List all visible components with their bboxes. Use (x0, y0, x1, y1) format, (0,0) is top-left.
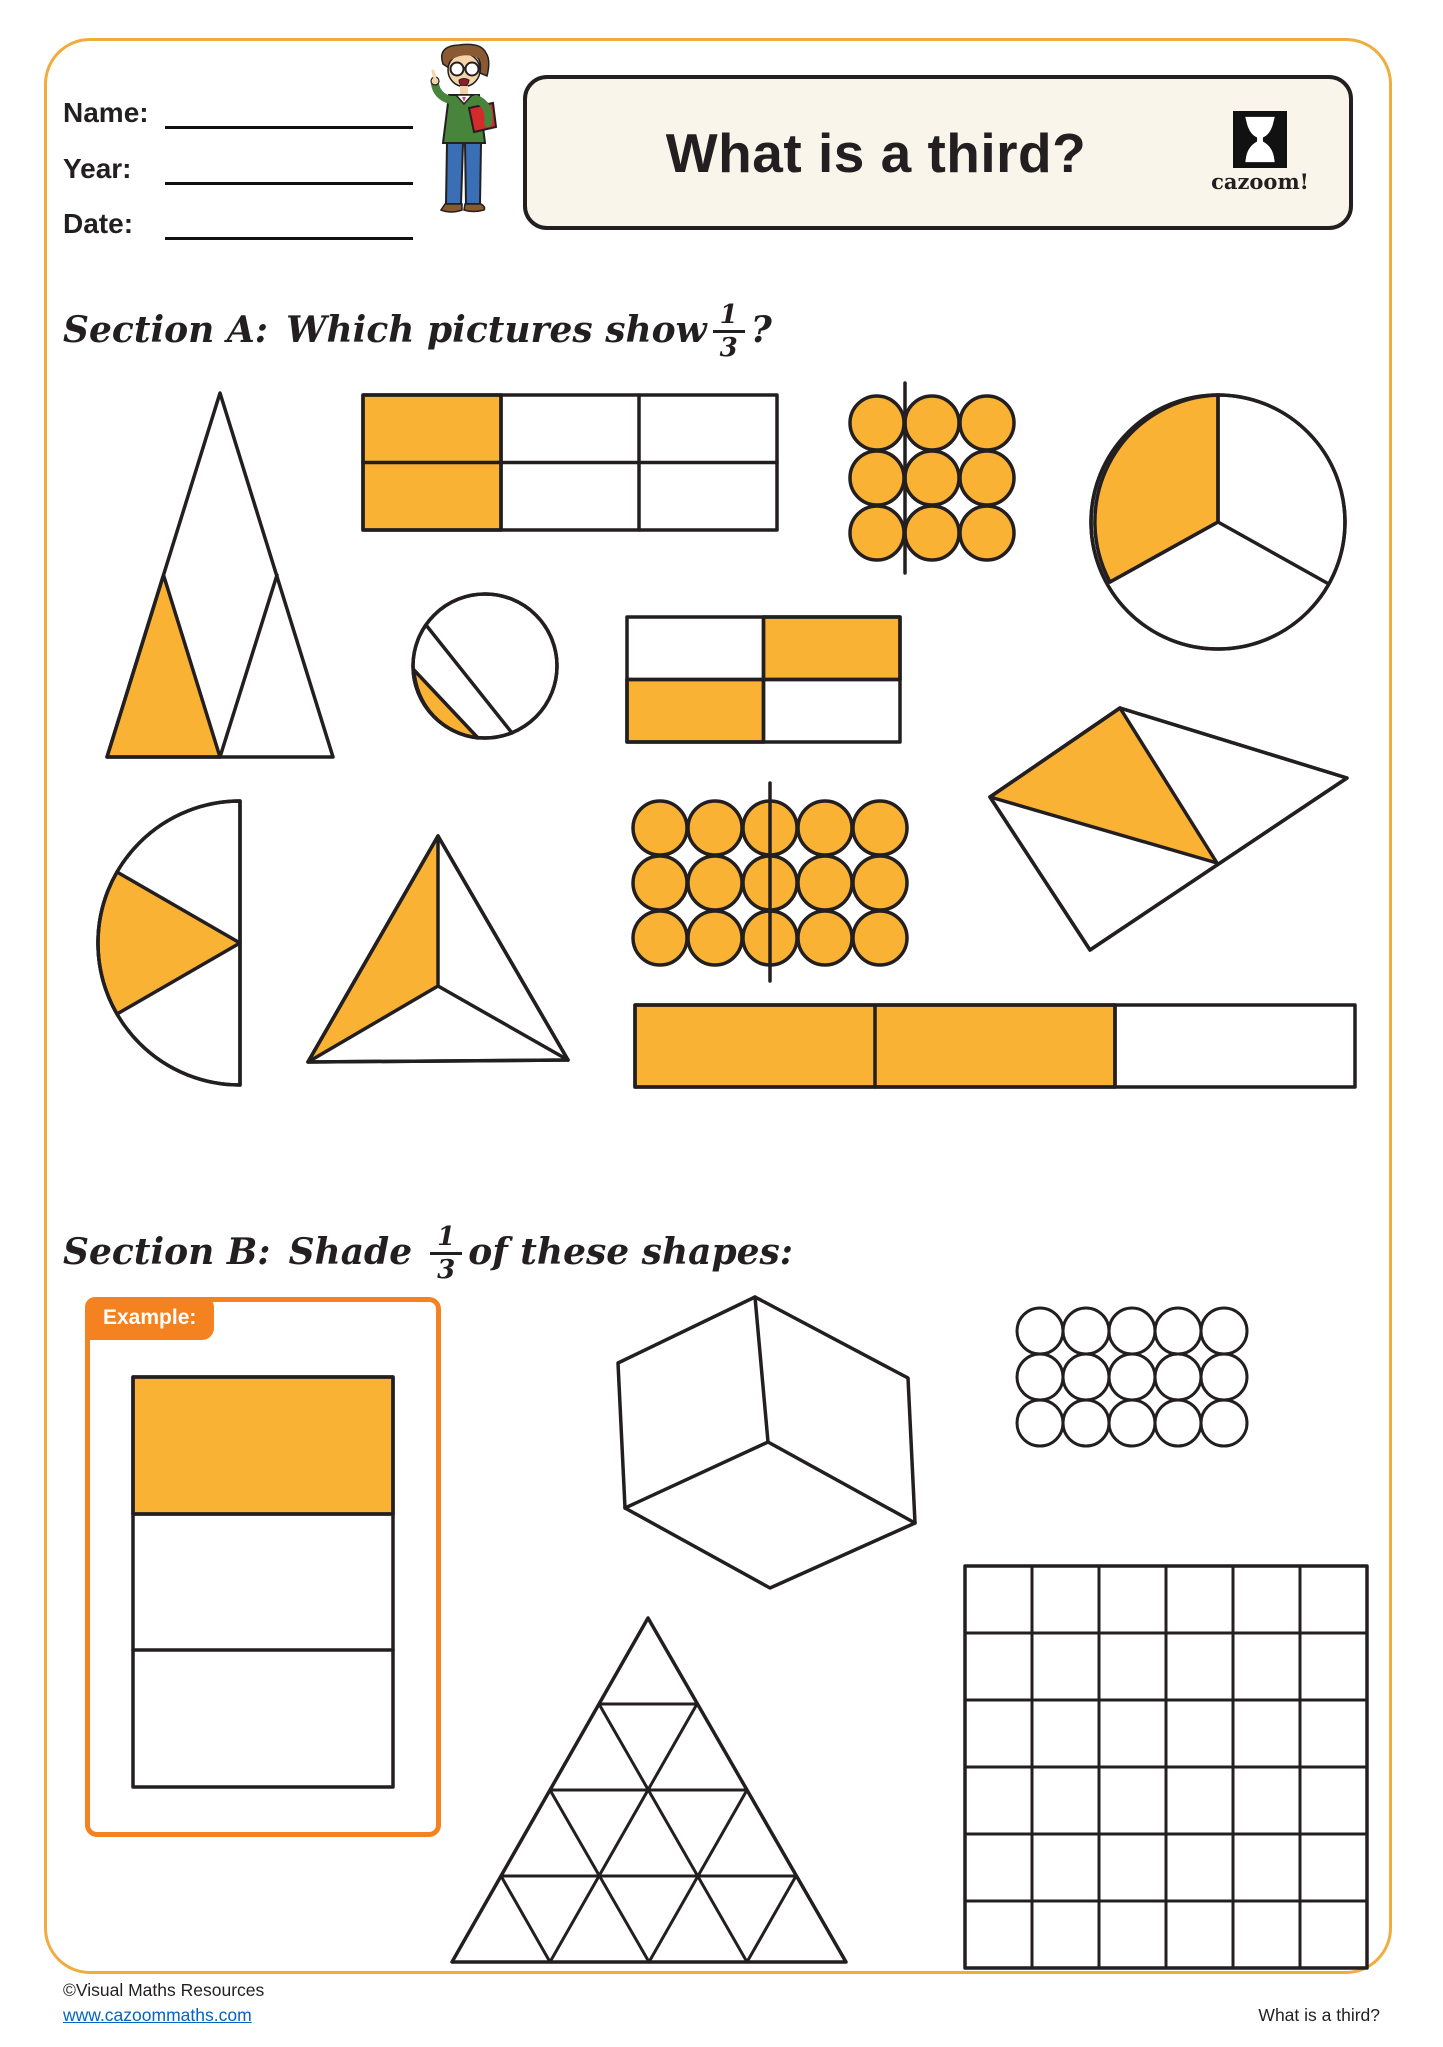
name-field-row (63, 96, 413, 129)
worksheet-title: What is a third? (665, 121, 1087, 184)
footer-website-link[interactable]: www.cazoommaths.com (63, 2005, 252, 2025)
glasses-left-lens (451, 63, 464, 76)
teacher-right-shoe (464, 204, 485, 212)
section-a-heading (63, 300, 772, 363)
cazoom-logo-text: cazoom! (1211, 169, 1309, 194)
example-box (85, 1297, 441, 1837)
example-tab: Example: (85, 1297, 214, 1340)
section-b-prefix: Section B: (63, 1230, 271, 1273)
teacher-neck (460, 86, 468, 95)
cazoom-vase-icon (1233, 111, 1287, 168)
date-input-line[interactable] (165, 207, 413, 240)
section-b-heading (63, 1222, 794, 1285)
section-a-question-mark: ? (750, 308, 772, 351)
footer-page-label: What is a third? (1258, 2005, 1380, 2025)
name-label: Name: (63, 97, 149, 128)
teacher-raised-arm (435, 84, 450, 100)
teacher-pointing-finger (433, 71, 435, 79)
year-input-line[interactable] (165, 152, 413, 185)
teacher-illustration (418, 42, 510, 232)
name-input-line[interactable] (165, 96, 413, 129)
section-b-shade-word: Shade (288, 1230, 413, 1273)
section-b-rest: of these shapes: (468, 1230, 794, 1273)
date-field-row (63, 207, 413, 240)
section-a-prefix: Section A: (63, 308, 269, 351)
glasses-right-lens (466, 63, 479, 76)
date-label: Date: (63, 208, 134, 239)
title-panel (523, 75, 1353, 230)
teacher-left-shoe (441, 204, 462, 212)
year-label: Year: (63, 153, 132, 184)
teacher-right-leg (465, 143, 481, 204)
footer-copyright: ©Visual Maths Resources (63, 1980, 265, 2000)
fraction-one-third: $\frac{1}{3}$ (430, 1224, 462, 1283)
teacher-left-leg (446, 143, 463, 204)
cazoom-logo (1195, 111, 1325, 194)
year-field-row (63, 152, 413, 185)
section-a-question: Which pictures show (286, 308, 707, 351)
fraction-one-third: $\frac{1}{3}$ (713, 302, 745, 361)
